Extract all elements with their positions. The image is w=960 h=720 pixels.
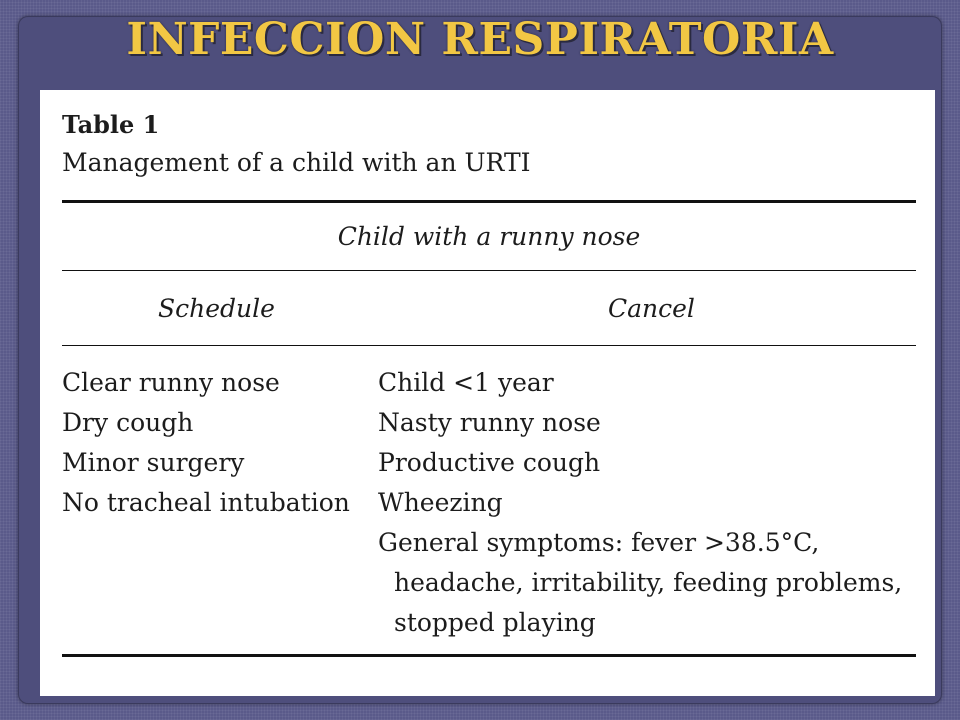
slide-title: INFECCION RESPIRATORIA (126, 14, 834, 65)
table-caption: Management of a child with an URTI (62, 148, 531, 177)
top-rule (62, 200, 916, 203)
cancel-item: Nasty runny nose (378, 408, 601, 437)
group-rule (62, 270, 916, 271)
cancel-item-continuation: headache, irritability, feeding problems, (394, 568, 903, 597)
table-label: Table 1 (62, 110, 160, 139)
cancel-item: General symptoms: fever >38.5°C, (378, 528, 820, 557)
schedule-item: No tracheal intubation (62, 488, 350, 517)
schedule-item: Minor surgery (62, 448, 245, 477)
schedule-item: Dry cough (62, 408, 194, 437)
cancel-item: Wheezing (378, 488, 503, 517)
bottom-rule (62, 654, 916, 657)
group-header: Child with a runny nose (337, 222, 641, 251)
cancel-item: Child <1 year (378, 368, 554, 397)
column-header-cancel: Cancel (608, 294, 695, 323)
table-figure (40, 90, 935, 696)
cancel-item-continuation: stopped playing (394, 608, 596, 637)
column-header-schedule: Schedule (158, 294, 275, 323)
cancel-item: Productive cough (378, 448, 601, 477)
schedule-item: Clear runny nose (62, 368, 280, 397)
header-rule (62, 345, 916, 346)
